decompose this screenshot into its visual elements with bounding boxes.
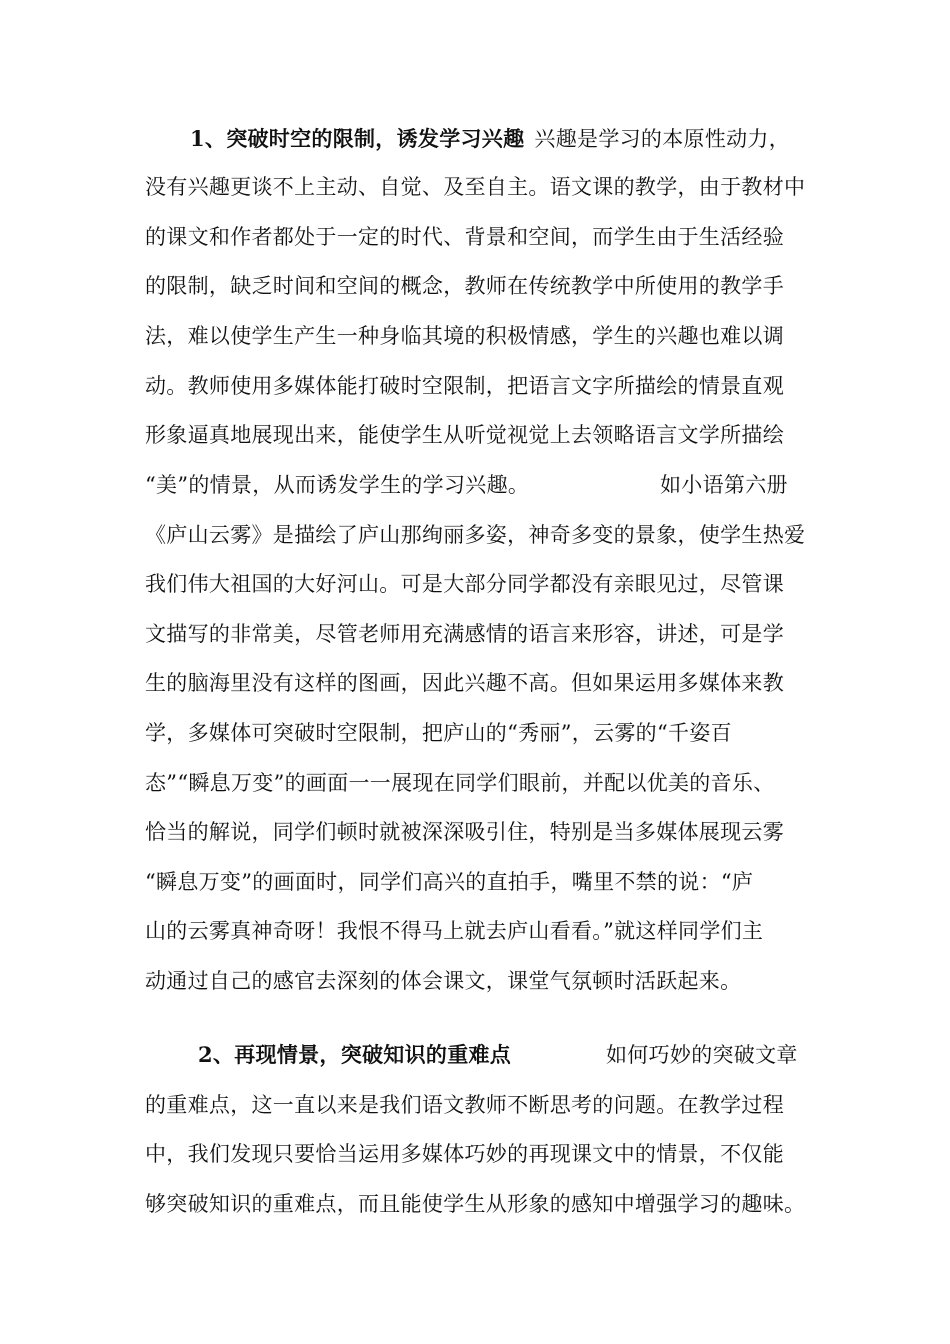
section-1-heading: 1、突破时空的限制，诱发学习兴趣 bbox=[190, 126, 525, 151]
paragraph-line: 的课文和作者都处于一定的时代、背景和空间，而学生由于生活经验 bbox=[145, 225, 784, 249]
paragraph-line: 山的云雾真神奇呀！我恨不得马上就去庐山看看。”就这样同学们主 bbox=[145, 919, 764, 943]
paragraph-line: 如何巧妙的突破文章 bbox=[606, 1043, 798, 1067]
paragraph-line: 形象逼真地展现出来，能使学生从听觉视觉上去领略语言文学所描绘 bbox=[145, 423, 784, 447]
paragraph-line: 态”“瞬息万变”的画面一一展现在同学们眼前，并配以优美的音乐、 bbox=[145, 771, 775, 795]
paragraph-line: 够突破知识的重难点，而且能使学生从形象的感知中增强学习的趣味。 bbox=[145, 1192, 806, 1216]
paragraph-line: 学，多媒体可突破时空限制，把庐山的“秀丽”，云雾的“千姿百 bbox=[145, 721, 732, 745]
paragraph-line: 如小语第六册 bbox=[660, 473, 788, 497]
paragraph-line: “瞬息万变”的画面时，同学们高兴的直拍手，嘴里不禁的说：“庐 bbox=[145, 870, 754, 894]
paragraph-line: 中，我们发现只要恰当运用多媒体巧妙的再现课文中的情景，不仅能 bbox=[145, 1142, 784, 1166]
paragraph-line: 文描写的非常美，尽管老师用充满感情的语言来形容，讲述，可是学 bbox=[145, 622, 784, 646]
paragraph-line: 恰当的解说，同学们顿时就被深深吸引住，特别是当多媒体展现云雾 bbox=[145, 820, 784, 844]
paragraph-line: 的限制，缺乏时间和空间的概念，教师在传统教学中所使用的教学手 bbox=[145, 274, 784, 298]
paragraph-line: 没有兴趣更谈不上主动、自觉、及至自主。语文课的教学，由于教材中 bbox=[145, 175, 806, 199]
paragraph-line: 生的脑海里没有这样的图画，因此兴趣不高。但如果运用多媒体来教 bbox=[145, 671, 784, 695]
paragraph-line: 我们伟大祖国的大好河山。可是大部分同学都没有亲眼见过，尽管课 bbox=[145, 572, 784, 596]
paragraph-line: 的重难点，这一直以来是我们语文教师不断思考的问题。在教学过程 bbox=[145, 1093, 784, 1117]
section-2-heading: 2、再现情景，突破知识的重难点 bbox=[198, 1042, 512, 1067]
paragraph-line: 《庐山云雾》是描绘了庐山那绚丽多姿，神奇多变的景象，使学生热爱 bbox=[145, 523, 806, 547]
section-1-first-line bbox=[190, 124, 830, 154]
paragraph-line: 法，难以使学生产生一种身临其境的积极情感，学生的兴趣也难以调 bbox=[145, 324, 784, 348]
paragraph-line: “美”的情景，从而诱发学生的学习兴趣。 bbox=[145, 473, 530, 497]
paragraph-line: 兴趣是学习的本原性动力， bbox=[534, 127, 791, 151]
paragraph-line: 动通过自己的感官去深刻的体会课文，课堂气氛顿时活跃起来。 bbox=[145, 969, 742, 993]
paragraph-line: 动。教师使用多媒体能打破时空限制，把语言文字所描绘的情景直观 bbox=[145, 374, 784, 398]
